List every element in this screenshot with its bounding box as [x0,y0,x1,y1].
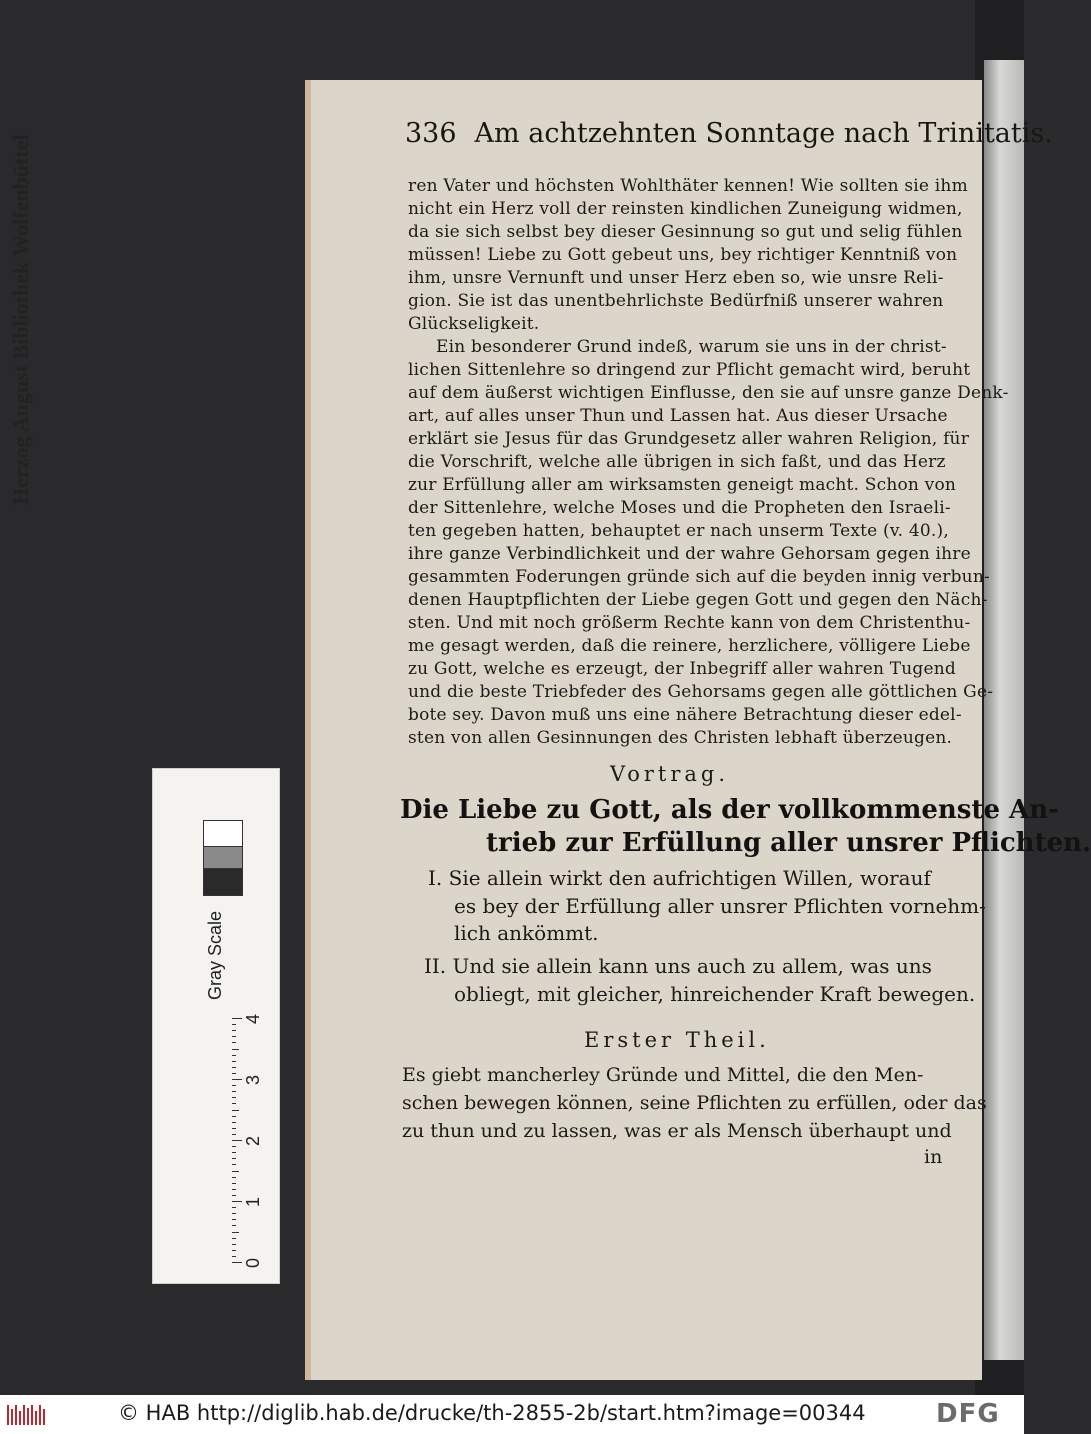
gray-swatch-dark [203,868,243,896]
body-line: nicht ein Herz voll der reinsten kindlichen Zuneigung widmen, [408,199,963,219]
ruler-number-1: 1 [243,1196,263,1207]
footer-bar [0,1395,1024,1434]
ruler-tick [232,1213,236,1214]
body-line: me gesagt werden, daß die reinere, herzlichere, völligere Liebe [408,636,971,656]
body-line: da sie sich selbst bey dieser Gesinnung so gut und selig fühlen [408,222,963,242]
ruler-tick [232,1079,242,1080]
gray-swatch-mid [203,846,243,870]
ruler-tick [232,1250,236,1251]
catchword: in [924,1146,943,1168]
ruler-number-0: 0 [243,1257,263,1268]
ruler-tick [232,1110,239,1111]
gray-swatch-white [203,820,243,848]
ruler-tick [232,1122,236,1123]
gray-scale-label: Gray Scale [205,910,225,1000]
body-line: zur Erfüllung aller am wirksamsten geneigt macht. Schon von [408,475,957,495]
ruler-tick [232,1073,236,1074]
page-number: 336 [405,118,457,149]
body-line: ihre ganze Verbindlichkeit und der wahre Gehorsam gegen ihre [408,544,971,564]
sermon-title-line-1: Die Liebe zu Gott, als der vollkommenste An- [400,795,1059,825]
body-line: gion. Sie ist das unentbehrlichste Bedürfniß unserer wahren [408,291,944,311]
ruler-tick [232,1225,236,1226]
final-line-3: zu thun und zu lassen, was er als Mensch überhaupt und [402,1120,952,1142]
ruler-tick [232,1103,236,1104]
body-line: ten gegeben hatten, behauptet er nach unserm Texte (v. 40.), [408,521,949,541]
copyright-url[interactable]: © HAB http://diglib.hab.de/drucke/th-2855-2b/start.htm?image=00344 [118,1401,866,1425]
ruler-tick [232,1207,236,1208]
body-line: Ein besonderer Grund indeß, warum sie uns in der christ- [436,337,947,357]
ruler-number-3: 3 [243,1074,263,1085]
point-2-line-1: II. Und sie allein kann uns auch zu allem, was uns [424,954,932,978]
erster-theil-heading: Erster Theil. [584,1028,770,1052]
ruler-tick [232,1201,242,1202]
final-line-2: schen bewegen können, seine Pflichten zu erfüllen, oder das [402,1092,987,1114]
body-line: die Vorschrift, welche alle übrigen in sich faßt, und das Herz [408,452,946,472]
ruler-tick [232,1049,239,1050]
body-line: gesammten Foderungen gründe sich auf die beyden innig verbun- [408,567,990,587]
final-line-1: Es giebt mancherley Gründe und Mittel, die den Men- [402,1064,924,1086]
body-line: ihm, unsre Vernunft und unser Herz eben so, wie unsre Reli- [408,268,944,288]
sermon-title-line-2: trieb zur Erfüllung aller unsrer Pflichten. [486,828,1091,858]
ruler-tick [232,1067,236,1068]
body-line: auf dem äußerst wichtigen Einflusse, den sie auf unsre ganze Denk- [408,383,1009,403]
ruler-tick [232,1036,236,1037]
ruler-tick [232,1232,239,1233]
ruler-tick [232,1097,236,1098]
body-line: und die beste Triebfeder des Gehorsams gegen alle göttlichen Ge- [408,682,994,702]
hab-logo-icon [6,1403,46,1427]
ruler-tick [232,1244,236,1245]
ruler-tick [232,1146,236,1147]
ruler-tick [232,1116,236,1117]
body-line: der Sittenlehre, welche Moses und die Propheten den Israeli- [408,498,951,518]
body-line: zu Gott, welche es erzeugt, der Inbegriff aller wahren Tugend [408,659,956,679]
body-line: sten. Und mit noch größerm Rechte kann von dem Christenthu- [408,613,971,633]
ruler-tick [232,1024,236,1025]
ruler-tick [232,1256,236,1257]
ruler-tick [232,1171,239,1172]
ruler-tick [232,1018,242,1019]
ruler-tick [232,1134,236,1135]
ruler-tick [232,1219,236,1220]
ruler-tick [232,1128,236,1129]
ruler-number-2: 2 [243,1135,263,1146]
ruler-tick [232,1238,236,1239]
ruler-number-4: 4 [243,1013,263,1024]
point-2-line-2: obliegt, mit gleicher, hinreichender Kraft bewegen. [454,982,976,1006]
dfg-logo: DFG [936,1399,1000,1429]
running-header [405,118,1053,149]
vortrag-heading: Vortrag. [610,762,730,786]
ruler-tick [232,1085,236,1086]
body-line: Glückseligkeit. [408,314,540,334]
point-1-line-3: lich ankömmt. [454,921,599,945]
ruler-tick [232,1177,236,1178]
ruler-tick [232,1262,242,1263]
body-line: denen Hauptpflichten der Liebe gegen Gott und gegen den Näch- [408,590,988,610]
point-1-line-1: I. Sie allein wirkt den aufrichtigen Willen, worauf [428,866,931,890]
body-line: lichen Sittenlehre so dringend zur Pflicht gemacht wird, beruht [408,360,971,380]
ruler-tick [232,1158,236,1159]
ruler-tick [232,1091,236,1092]
ruler-tick [232,1164,236,1165]
body-line: art, auf alles unser Thun und Lassen hat. Aus dieser Ursache [408,406,948,426]
ruler-tick [232,1140,242,1141]
body-line: ren Vater und höchsten Wohlthäter kennen! Wie sollten sie ihm [408,176,968,196]
body-line: bote sey. Davon muß uns eine nähere Betrachtung dieser edel- [408,705,962,725]
library-name: Herzog August Bibliothek Wolfenbüttel [8,134,33,505]
next-page-edge [984,60,1024,1360]
body-line: müssen! Liebe zu Gott gebeut uns, bey richtiger Kenntniß von [408,245,958,265]
ruler-tick [232,1195,236,1196]
ruler-tick [232,1152,236,1153]
ruler-tick [232,1055,236,1056]
point-1-line-2: es bey der Erfüllung aller unsrer Pflichten vornehm- [454,894,986,918]
ruler-tick [232,1030,236,1031]
ruler-tick [232,1183,236,1184]
ruler-tick [232,1042,236,1043]
ruler-tick [232,1189,236,1190]
ruler-tick [232,1061,236,1062]
running-head-title: Am achtzehnten Sonntage nach Trinitatis. [474,118,1053,149]
body-line: erklärt sie Jesus für das Grundgesetz aller wahren Religion, für [408,429,970,449]
body-line: sten von allen Gesinnungen des Christen lebhaft überzeugen. [408,728,953,748]
